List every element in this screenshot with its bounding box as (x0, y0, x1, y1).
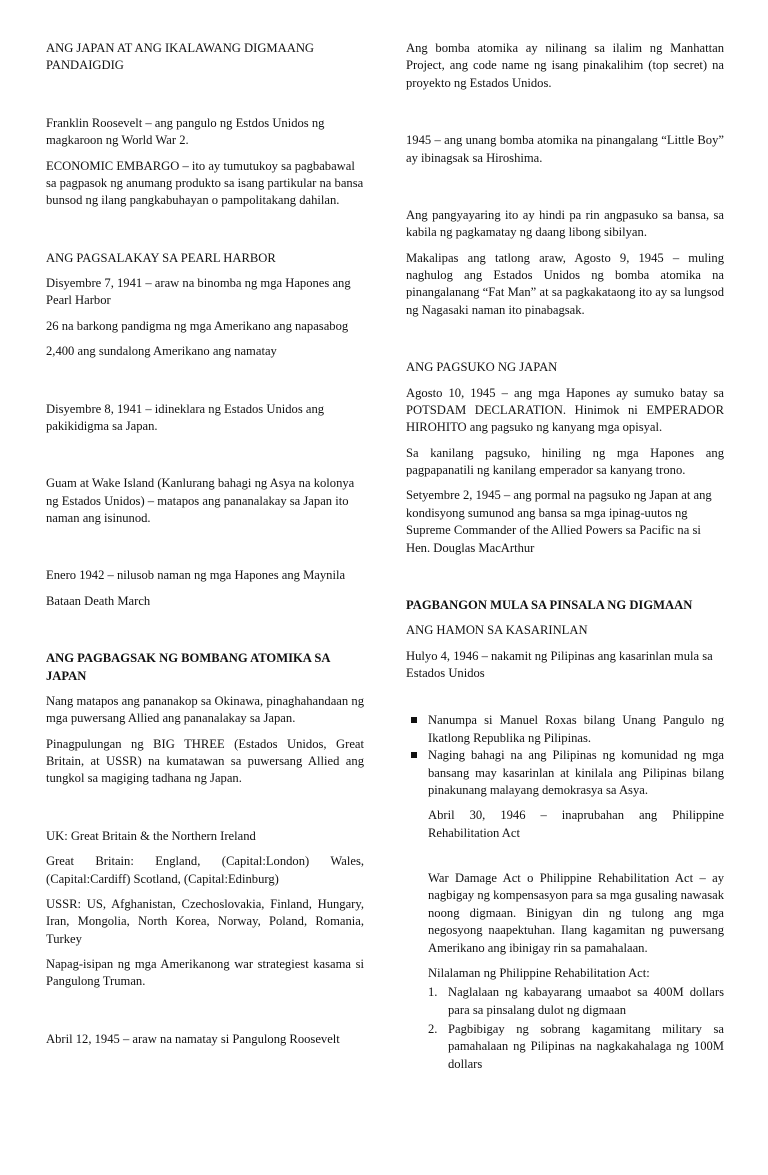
list-item (428, 984, 724, 1019)
list-text: Pagbibigay ng sobrang kagamitang military sa pamahalaan ng Pilipinas na nagkakahalaga ng 100M dollars (448, 1022, 724, 1071)
heading-atomic-bomb: ANG PAGBAGSAK NG BOMBANG ATOMIKA SA JAPAN (46, 651, 330, 683)
list-number: 1. (428, 985, 438, 1000)
heading-rebuild: PAGBANGON MULA SA PINSALA NG DIGMAAN (406, 597, 693, 612)
paragraph-bataan: Bataan Death March (46, 593, 151, 608)
paragraph-dec8-1941: Disyembre 8, 1941 – idineklara ng Estados Unidos ang pakikidigma sa Japan. (46, 401, 325, 433)
paragraph-war-damage-act: War Damage Act o Philippine Rehabilitation Act – ay nagbigay ng kompensasyon para sa mga gusaling nawasak noong digmaan. Binigyan din ng tulong ang mga negosyong naapektuhan. Ilang kagamitan ng puwersang Amerikano ang ibinigay rin sa pamahalaan. (428, 871, 724, 955)
paragraph-manhattan-project: Ang bomba atomika ay nilinang sa ilalim ng Manhattan Project, ang code name ng isang pinakalihim (top secret) na proyekto ng Estados Unidos. (406, 41, 724, 90)
list-item: Nanumpa si Manuel Roxas bilang Unang Pangulo ng Ikatlong Republika ng Pilipinas. (428, 712, 724, 747)
paragraph-26-ships: 26 na barkong pandigma ng mga Amerikano ang napasabog (46, 318, 349, 333)
paragraph-jul4-1946: Hulyo 4, 1946 – nakamit ng Pilipinas ang kasarinlan mula sa Estados Unidos (406, 648, 713, 680)
paragraph-big-three: Pinagpulungan ng BIG THREE (Estados Unidos, Great Britain, at USSR) na kumatawan sa puwersang Allied ang tungkol sa magiging tadhana ng Japan. (46, 736, 364, 786)
right-column (406, 40, 724, 1075)
paragraph-fat-man: Makalipas ang tatlong araw, Agosto 9, 1945 – muling naghulog ang Estados Unidos ng bomba atomika na pinangalanang “Fat Man” at sa pagkakataong ito ay sa lungsod ng Nagasaki naman ito pinabagsak. (406, 250, 724, 317)
paragraph-sep2-1945: Setyembre 2, 1945 – ang pormal na pagsuko ng Japan at ang kondisyong sumunod ang bansa sa mga ipinag-uutos ng Supreme Commander of the Allied Powers sa Pacific na si Hen. Douglas MacArthur (406, 488, 712, 555)
paragraph-roosevelt: Franklin Roosevelt – ang pangulo ng Estdos Unidos ng magkaroon ng World War 2. (46, 115, 325, 148)
heading-japan-surrender: ANG PAGSUKO NG JAPAN (406, 360, 558, 375)
numbered-list (406, 984, 724, 1073)
paragraph-apr12-1945: Abril 12, 1945 – araw na namatay si Pangulong Roosevelt (46, 1031, 340, 1046)
list-item (428, 1021, 724, 1073)
paragraph-great-britain: Great Britain: England, (Capital:London) Wales, (Capital:Cardiff) Scotland, (Capital:Edinburg) (46, 854, 364, 886)
paragraph-guam-wake: Guam at Wake Island (Kanlurang bahagi ng Asya na kolonya ng Estados Unidos) – matapos ang pananalakay sa Japan ito naman ang isinunod. (46, 476, 355, 525)
left-column (46, 40, 364, 1056)
bullet-list (406, 712, 724, 799)
heading-pearl-harbor: ANG PAGSALAKAY SA PEARL HARBOR (46, 250, 276, 265)
heading-japan-ww2: ANG JAPAN AT ANG IKALAWANG DIGMAANG PANDAIGDIG (46, 41, 315, 73)
paragraph-dec7-1941: Disyembre 7, 1941 – araw na binomba ng mga Hapones ang Pearl Harbor (46, 276, 351, 308)
paragraph-economic-embargo: ECONOMIC EMBARGO – ito ay tumutukoy sa pagbabawal sa pagpasok ng anumang produkto sa isang partikular na bansa bunsod ng ilang pangkabuhayan o pampolitakang dahilan. (46, 158, 364, 208)
paragraph-ussr: USSR: US, Afghanistan, Czechoslovakia, Finland, Hungary, Iran, Mongolia, North Korea, Norway, Poland, Romania, Turkey (46, 896, 364, 946)
paragraph-2400-soldiers: 2,400 ang sundalong Amerikano ang namatay (46, 344, 277, 359)
list-item: Naging bahagi na ang Pilipinas ng komunidad ng mga bansang may kasarinlan at kinilala ang Pilipinas bilang pinakunang malayang demokrasya sa Asya. (428, 747, 724, 799)
paragraph-act-contents: Nilalaman ng Philippine Rehabilitation Act: (428, 965, 650, 980)
paragraph-war-strategist: Napag-isipan ng mga Amerikanong war strategiest kasama si Pangulong Truman. (46, 957, 364, 989)
paragraph-jan-1942: Enero 1942 – nilusob naman ng mga Hapones ang Maynila (46, 568, 346, 583)
heading-independence: ANG HAMON SA KASARINLAN (406, 623, 588, 638)
paragraph-uk: UK: Great Britain & the Northern Ireland (46, 828, 256, 843)
paragraph-apr30-1946: Abril 30, 1946 – inaprubahan ang Philippine Rehabilitation Act (428, 808, 724, 840)
list-number: 2. (428, 1022, 438, 1036)
paragraph-emperor: Sa kanilang pagsuko, hiniling ng mga Hapones ang pagpapanatili ng kanilang emperador sa kanyang trono. (406, 445, 724, 477)
paragraph-aug10-1945: Agosto 10, 1945 – ang mga Hapones ay sumuko batay sa POTSDAM DECLARATION. Hinimok ni EMPERADOR HIROHITO ang pagsuko ng kanyang mga opisyal. (406, 385, 724, 435)
paragraph-not-surrender: Ang pangyayaring ito ay hindi pa rin angpasuko sa bansa, sa kabila ng pagkamatay ng daang libong sibilyan. (406, 207, 724, 240)
list-text: Naglalaan ng kabayarang umaabot sa 400M dollars para sa pinsalang dulot ng digmaan (448, 985, 724, 1017)
paragraph-okinawa: Nang matapos ang pananakop sa Okinawa, pinaghahandaan ng mga puwersang Allied ang pananalakay sa Japan. (46, 693, 364, 726)
paragraph-little-boy: 1945 – ang unang bomba atomika na pinangalang “Little Boy” ay ibinagsak sa Hiroshima. (406, 133, 724, 165)
